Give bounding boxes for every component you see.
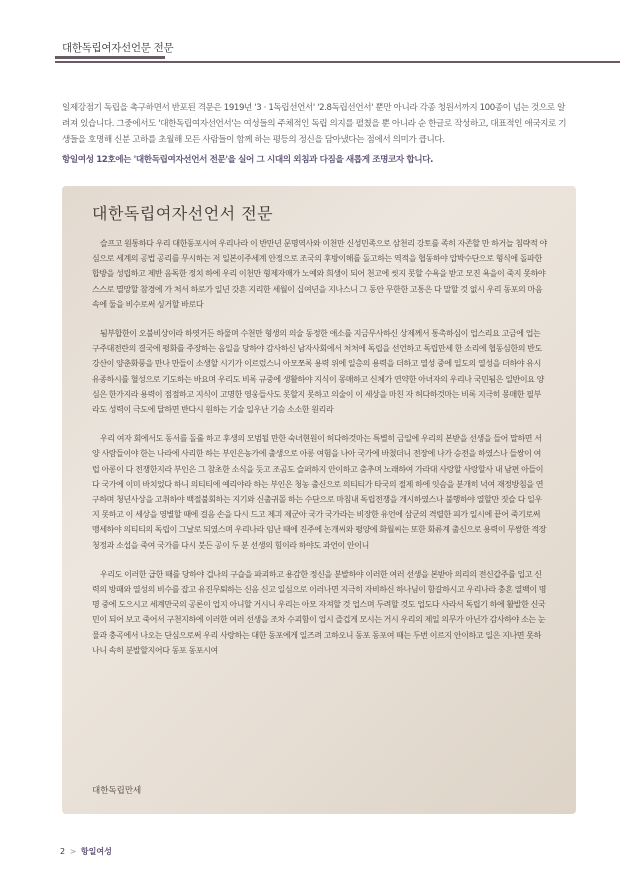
page-number: 2 xyxy=(60,847,66,856)
document-paragraph: 우리도 이러한 급한 때를 당하야 겁나의 구습을 파괴하고 용감한 정신을 분발하야 이러한 여러 선생을 본받아 의리의 전신갑주를 입고 신력의 방패와 열성의 비수를 잡고 유진무퇴하는 신음 신고 일심으로 이러나면 지극히 자비하신 하나님이 함갈하시고 우리나라 충혼 열백이 명명 중에 도으시고 세계만국의 공론이 업지 아니할 거시니 우리는 아모 자져할 것 업스며 두려할 것도 업도다 사라서 독립기 하에 활발한 신국민이 되어 보고 죽어서 구천지하에 이러한 여러 선생을 조차 수괴함이 업시 즐겁게 모시는 거시 우리의 제일 의무가 아닌가 감사하야 소는 눈물과 충곡에서 나오는 단심으로써 우리 사랑하는 대한 동포에게 일즈려 고하오니 동포 동포여 때는 두번 이르지 안이하고 일은 지나면 못하나니 속히 분발할지어다 동포 동포시여 xyxy=(92,569,547,655)
intro-paragraph: 일제강점기 독립을 촉구하면서 반포된 격문은 1919년 '3 · 1독립선언서' '2.8독립선언서' 뿐만 아니라 각종 청원서까지 100종이 넘는 것으로 알려져 있습니다. 그중에서도 '대한독립여자선언서'는 여성들의 주체적인 독립 의지를 펼쳤을 뿐 아니라 순 한글로 작성하고, 대표적인 애국지로 기생들을 호명해 신분 고하를 초월해 모든 사람들이 함께 하는 평등의 정신을 담아냈다는 점에서 의미가 큽니다. xyxy=(62,103,567,145)
magazine-name: 항일여성 xyxy=(80,847,112,856)
document-paragraph: 됨부합한이 오불비상이라 하엿거든 하물며 수천만 형생의 의술 동정한 애소를 지금무사하신 상제께서 통촉하심이 업스리요 고금에 업는 구주대전란의 결국에 평화를 주장하는 음일을 당하야 감사하신 남자사회에서 처처에 독립을 선언하고 독립만세 한 소리에 협동심한의 반도강산이 양춘화풍을 만나 만들이 소생할 시기가 이르렀스니 아모쪼록 용력 위에 일층의 용력을 더하고 열성 중에 일도의 열성을 더하야 유시유종하시를 혈성으로 기도하는 바요며 우리도 비록 규중에 생활하야 지식이 몽매하고 신체가 연약한 아녀자의 우리나 국민됨은 일반이요 양심은 한가지라 용력이 점점하고 지식이 고명한 영웅들사도 못할지 못하고 의술이 이 세상을 마친 자 허다하것마는 비록 지극히 몽매한 필부라도 성력이 극도에 달하면 반다시 원하는 기술 일우난 기슴 소소한 원리라 xyxy=(92,329,544,415)
intro-highlight: 항일여성 12호에는 '대한독립여자선언서 전문'을 실어 그 시대의 외침과 다짐을 새롭게 조명코자 합니다. xyxy=(62,155,433,165)
page-footer xyxy=(60,846,112,857)
document-paragraph: 우리 여자 회에서도 동서를 돌롤 하고 후생의 모범될 만한 숙녀현원이 허다하것마는 특별히 금일에 우리의 본받을 선생을 들어 말하면 서양 사람들이야 한는 나라에 사리한 하는 부인은농가에 출생으로 아롱 여험을 나아 국가에 바쳤더니 전장에 나가 승전을 하였스나 들쌍이 여럽 아롱이 다 전쟁한지라 부인은 그 참초한 소식을 듯고 조곰도 슬퍼하지 안이하고 춤추며 노래하여 가라대 사랑할 사랑할사 내 남편 아들이 다 국가에 이미 바치었다 하니 의티티에 예리야라 하는 부인은 청농 출신으로 의티티가 타국의 절제 하에 잇슴을 분개히 넉여 재정방침을 연구하며 청년사상을 고취하야 백절불회하는 지기와 신출귀몰 하는 수단으로 마침내 독립전쟁을 개시하였스나 불행하야 열할만 짓슬 다 일우지 못하고 이 세상을 영별할 때에 걸음 손을 다시 드고 제긔 제군아 국가 국가라는 비장한 유언에 삼군의 격렬한 피가 일시에 끝어 죽기로써 맹세하야 의티티의 독립이 그날로 되였스며 우리나라 임난 때에 진주에 논개씨와 평양에 화월씨는 또한 화류계 출신으로 용력이 무쌍한 적장 청정과 소섭을 죽여 국가를 다시 붓든 공이 두 분 선생의 힘이라 하야도 과언이 안이니 xyxy=(92,434,547,550)
section-header-title: 대한독립여자선언문 전문 xyxy=(62,42,174,54)
header-divider xyxy=(55,61,620,63)
document-title: 대한독립여자선언서 전문 xyxy=(92,204,274,223)
header-accent-bar xyxy=(55,56,165,59)
intro-section xyxy=(62,100,570,172)
document-signature: 대한독립만세 xyxy=(92,786,142,796)
document-body xyxy=(92,236,548,672)
chevron-right-icon: > xyxy=(69,847,77,856)
document-paragraph: 슬프고 원통하다 우리 대한동포시여 우리나라 이 반만년 문명역사와 이천만 신성민족으로 삼천리 강토를 족히 자존할 만 하거늘 침략적 야심으로 세계의 공법 공리를 무시하는 저 일본이주세계 안정으로 조국의 후방이해를 돌고하는 역적을 협동하야 압박수단으로 형식에 돌파한 합방을 성립하고 제반 음독한 정치 하에 우리 이천만 형제자매가 노예와 희생이 되어 천고에 씻지 못할 수욕을 받고 모진 욕을이 죽지 못하야 스스로 멸망할 참경에 가 처서 하로가 일년 갓흔 지리한 세월이 십여년을 지나스니 그 동안 무한한 고통은 다 말할 것 없시 우리 동포의 마음속에 둘을 비수로써 싱거할 바로다 xyxy=(92,239,547,309)
